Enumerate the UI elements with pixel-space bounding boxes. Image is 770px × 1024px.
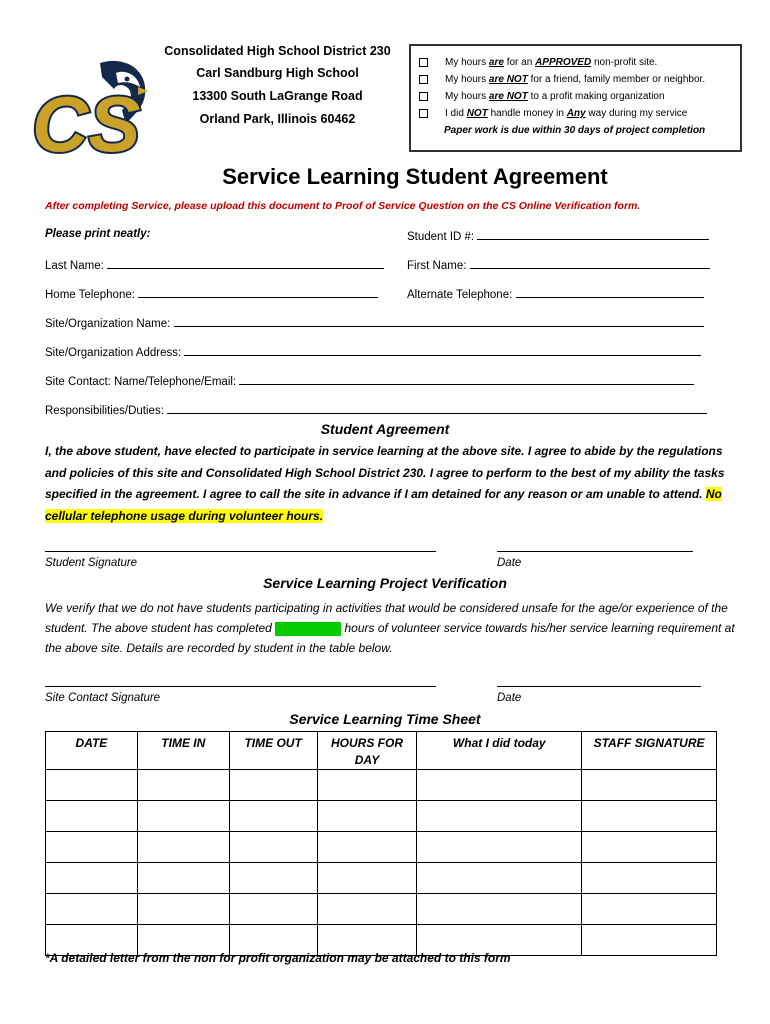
site-name-field[interactable]: Site/Organization Name: [45,315,704,330]
verification-heading: Service Learning Project Verification [263,575,507,591]
student-signature-line[interactable] [45,551,436,552]
checklist-item: My hours are NOT for a friend, family member or neighbor. [419,71,734,88]
table-cell[interactable] [417,863,582,894]
footnote: *A detailed letter from the non for profit organization may be attached to this form [45,951,511,965]
col-date: DATE [46,732,138,770]
table-cell[interactable] [317,894,417,925]
timesheet-heading: Service Learning Time Sheet [289,711,481,727]
checkbox[interactable] [419,109,428,118]
checklist-item: My hours are NOT to a profit making organization [419,88,734,105]
site-contact-field[interactable]: Site Contact: Name/Telephone/Email: [45,373,694,388]
alternate-telephone-field[interactable]: Alternate Telephone: [407,286,704,301]
site-signature-label: Site Contact Signature [45,692,161,704]
table-cell[interactable] [417,894,582,925]
table-cell[interactable] [229,832,317,863]
table-row [46,801,717,832]
school-header [150,44,405,135]
verification-text: We verify that we do not have students participating in activities that would be considered unsafe for the age/or experience of the student. The above student has completed hours of volunteer service towards his/her service learning requirement at the above site. Details are recorded by student in the table below. [45,601,735,655]
student-date-label: Date [497,557,522,569]
col-staff-signature: STAFF SIGNATURE [582,732,717,770]
school-name: Carl Sandburg High School [196,66,359,80]
table-cell[interactable] [582,863,717,894]
table-cell[interactable] [582,801,717,832]
table-cell[interactable] [417,770,582,801]
last-name-field[interactable]: Last Name: [45,257,384,272]
logo-text: CS [32,80,141,165]
first-name-field[interactable]: First Name: [407,257,710,272]
time-sheet-table [45,731,717,956]
school-city: Orland Park, Illinois 60462 [199,112,356,126]
table-cell[interactable] [317,832,417,863]
table-cell[interactable] [137,894,229,925]
table-cell[interactable] [46,832,138,863]
table-cell[interactable] [582,770,717,801]
eligibility-checklist [409,44,742,152]
deadline-note: Paper work is due within 30 days of project completion [444,125,706,136]
table-cell[interactable] [417,801,582,832]
student-signature-label: Student Signature [45,557,138,569]
table-cell[interactable] [46,801,138,832]
table-cell[interactable] [229,894,317,925]
col-activity: What I did today [417,732,582,770]
home-telephone-field[interactable]: Home Telephone: [45,286,378,301]
student-date-line[interactable] [497,551,693,552]
table-cell[interactable] [137,770,229,801]
table-cell[interactable] [46,863,138,894]
table-row [46,832,717,863]
site-date-line[interactable] [497,686,701,687]
table-cell[interactable] [317,770,417,801]
table-row [46,770,717,801]
student-agreement-heading: Student Agreement [320,421,450,437]
school-logo [30,55,150,165]
table-cell[interactable] [317,863,417,894]
table-cell[interactable] [137,801,229,832]
table-cell[interactable] [582,894,717,925]
col-hours: HOURS FOR DAY [317,732,417,770]
agreement-text: I, the above student, have elected to participate in service learning at the above site. I agree to abide by the regulations and policies of this site and Consolidated High School District 230. I agree to perform to the best of my ability the tasks specified in the agreement. I agree to call the site in advance if I am detained for any reason or am unable to attend. No cellular telephone usage during volunteer hours. [45,444,725,523]
col-time-in: TIME IN [137,732,229,770]
table-cell[interactable] [229,770,317,801]
table-cell[interactable] [417,832,582,863]
col-time-out: TIME OUT [229,732,317,770]
site-address-field[interactable]: Site/Organization Address: [45,344,701,359]
table-cell[interactable] [229,801,317,832]
table-cell[interactable] [46,894,138,925]
table-cell[interactable] [317,801,417,832]
checkbox[interactable] [419,75,428,84]
table-header-row [46,732,717,770]
site-date-label: Date [497,692,522,704]
table-cell[interactable] [582,832,717,863]
checklist-item: My hours are for an APPROVED non-profit site. [419,54,734,71]
student-id-field[interactable]: Student ID #: [407,228,709,243]
hours-completed-field[interactable] [275,622,341,636]
table-cell[interactable] [229,863,317,894]
table-cell[interactable] [137,863,229,894]
table-cell[interactable] [46,770,138,801]
table-cell[interactable] [582,925,717,956]
site-signature-line[interactable] [45,686,436,687]
page-title: Service Learning Student Agreement [222,164,608,189]
table-row [46,863,717,894]
district-name: Consolidated High School District 230 [164,44,391,58]
duties-field[interactable]: Responsibilities/Duties: [45,402,707,417]
checklist-item: I did NOT handle money in Any way during my service [419,105,734,122]
upload-instruction: After completing Service, please upload this document to Proof of Service Question on the CS Online Verification form. [45,200,641,212]
table-cell[interactable] [137,832,229,863]
checkbox[interactable] [419,58,428,67]
school-street: 13300 South LaGrange Road [192,89,363,103]
checkbox[interactable] [419,92,428,101]
no-cellphone-highlight: No cellular telephone usage during volunteer hours. [45,487,722,523]
print-neatly-label: Please print neatly: [45,228,151,240]
table-row [46,894,717,925]
